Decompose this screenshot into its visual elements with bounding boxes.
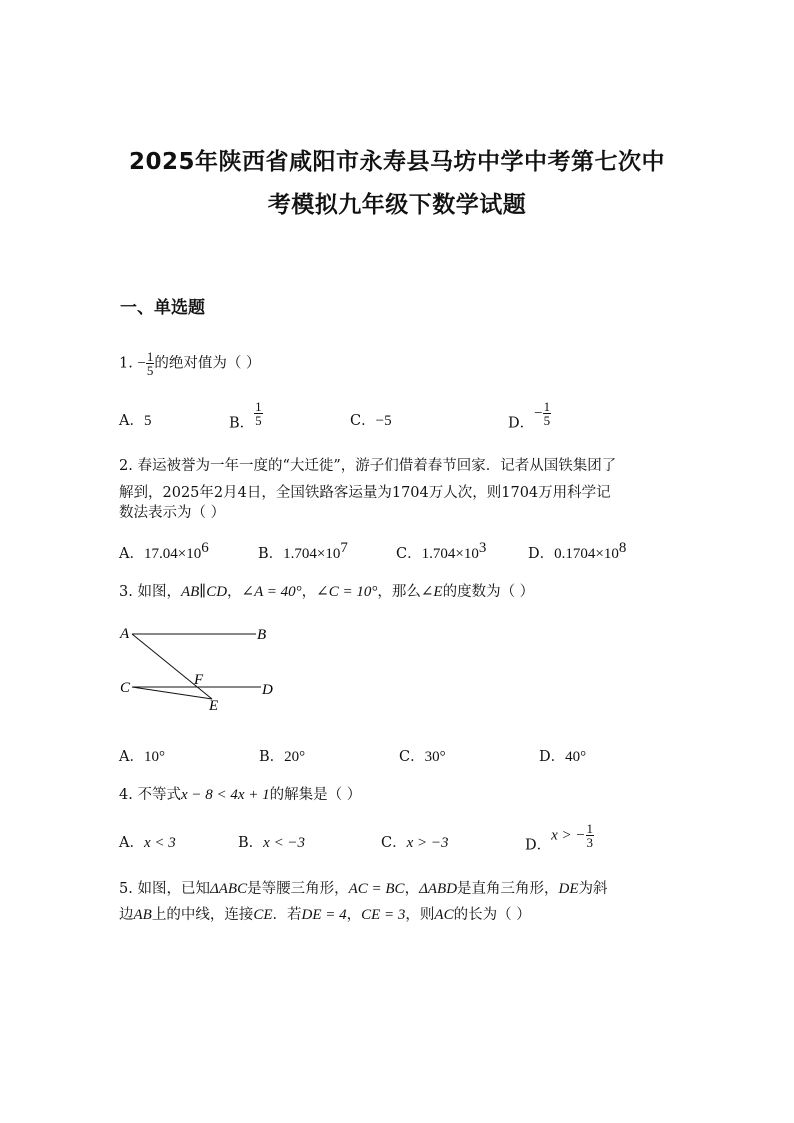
- q1-option-a[interactable]: A．5: [119, 413, 152, 429]
- q4-option-a[interactable]: A．x < 3: [119, 835, 176, 851]
- q4-option-b[interactable]: B．x < −3: [238, 835, 306, 851]
- section-heading: 一、单选题: [120, 298, 205, 318]
- q1-option-b[interactable]: B． $\frac{1}{5}$: [229, 399, 262, 432]
- q1-option-c[interactable]: C．−5: [350, 413, 392, 429]
- q3-option-c[interactable]: C．30°: [399, 749, 446, 765]
- label-d: D: [262, 682, 273, 698]
- label-b: B: [257, 627, 267, 643]
- fraction: $\frac{1}{5}$: [146, 349, 154, 378]
- question-4: 4. 不等式x − 8 < 4x + 1的解集是（ ）: [119, 787, 362, 803]
- question-2-line-3: 数法表示为（ ）: [119, 505, 226, 521]
- angle-a: ∠A = 40°: [241, 584, 302, 600]
- label-a: A: [120, 626, 130, 642]
- question-1: [119, 350, 261, 377]
- inequality: x − 8 < 4x + 1: [180, 787, 270, 803]
- question-2-line-1: 2. 春运被誉为一年一度的“大迁徙”，游子们借着春节回家．记者从国铁集团了: [119, 458, 617, 474]
- angle-e: ∠E: [420, 584, 443, 600]
- question-5-line-1: 5. 如图，已知ΔABC是等腰三角形，AC = BC，ΔABD是直角三角形，DE为斜: [119, 881, 608, 897]
- q2-option-d[interactable]: D．$0.1704\times 10^8$: [528, 540, 627, 562]
- question-5-line-2: 边AB上的中线，连接CE．若DE = 4，CE = 3，则AC的长为（ ）: [119, 907, 531, 923]
- label-c: C: [120, 680, 131, 696]
- q3-option-a[interactable]: A．10°: [119, 749, 165, 765]
- question-number: 1.: [119, 355, 133, 372]
- question-2-line-2: 解到，2025年2月4日，全国铁路客运量为1704万人次，则1704万用科学记: [119, 485, 611, 501]
- q3-geometry-figure: [115, 622, 295, 712]
- question-3: 3. 如图，AB∥CD，∠A = 40°，∠C = 10°，那么∠E的度数为（ ）: [119, 584, 535, 600]
- q4-option-c[interactable]: C．x > −3: [381, 835, 449, 851]
- q4-option-d[interactable]: D．x > − $\frac{1}{3}$: [525, 821, 594, 854]
- q2-option-c[interactable]: C．$1.704\times 10^3$: [396, 540, 487, 562]
- q2-option-b[interactable]: B．$1.704\times 10^7$: [258, 540, 348, 562]
- q3-option-b[interactable]: B．20°: [259, 749, 306, 765]
- label-e: E: [209, 698, 219, 712]
- question-text: 的绝对值为（ ）: [154, 355, 261, 372]
- parallel-statement: AB∥CD: [180, 584, 228, 600]
- page-title-line-2: 考模拟九年级下数学试题: [267, 192, 527, 218]
- q1-option-d[interactable]: D．− $\frac{1}{5}$: [508, 399, 551, 432]
- negative-sign: −: [137, 355, 146, 372]
- q2-option-a[interactable]: A．$17.04\times 10^6$: [119, 540, 209, 562]
- q3-option-d[interactable]: D．40°: [539, 749, 587, 765]
- label-f: F: [194, 672, 204, 688]
- page-title-line-1: 2025年陕西省咸阳市永寿县马坊中学中考第七次中: [128, 149, 665, 175]
- angle-c: ∠C = 10°: [316, 584, 378, 600]
